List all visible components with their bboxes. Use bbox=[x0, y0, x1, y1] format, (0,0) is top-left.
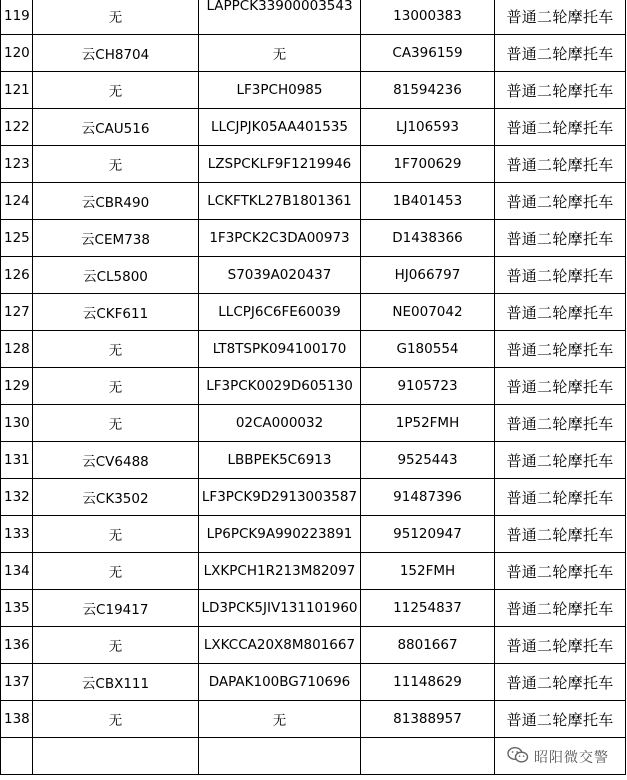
plate-number-cell: 云CBR490 bbox=[33, 183, 199, 220]
plate-number-cell: 云CH8704 bbox=[33, 35, 199, 72]
row-number-cell: 125 bbox=[1, 220, 33, 257]
plate-number-cell: 无 bbox=[33, 405, 199, 442]
table-row bbox=[1, 331, 626, 368]
row-number-cell: 137 bbox=[1, 664, 33, 701]
table-row bbox=[1, 368, 626, 405]
table-row bbox=[1, 627, 626, 664]
plate-number-cell: 无 bbox=[33, 0, 199, 35]
vin-number-cell: LT8TSPK094100170 bbox=[199, 331, 361, 368]
row-number-cell bbox=[1, 738, 33, 775]
vin-number-cell: LLCPJ6C6FE60039 bbox=[199, 294, 361, 331]
plate-number-cell: 无 bbox=[33, 368, 199, 405]
row-number-cell: 133 bbox=[1, 516, 33, 553]
plate-number-cell: 无 bbox=[33, 701, 199, 738]
row-number-cell: 122 bbox=[1, 109, 33, 146]
vin-number-cell: 02CA000032 bbox=[199, 405, 361, 442]
row-number-cell: 138 bbox=[1, 701, 33, 738]
engine-number-cell: 9105723 bbox=[361, 368, 495, 405]
vehicle-type-cell: 普通二轮摩托车 bbox=[495, 701, 626, 738]
vehicle-type-cell: 普通二轮摩托车 bbox=[495, 72, 626, 109]
row-number-cell: 132 bbox=[1, 479, 33, 516]
row-number-cell: 128 bbox=[1, 331, 33, 368]
table-row bbox=[1, 405, 626, 442]
row-number-cell: 127 bbox=[1, 294, 33, 331]
vin-number-cell: LXKCCA20X8M801667 bbox=[199, 627, 361, 664]
table-row bbox=[1, 257, 626, 294]
table-row bbox=[1, 479, 626, 516]
engine-number-cell bbox=[361, 738, 495, 775]
vehicle-type-cell: 普通二轮摩托车 bbox=[495, 368, 626, 405]
vin-number-cell: LXKPCH1R213M82097 bbox=[199, 553, 361, 590]
plate-number-cell: 云C19417 bbox=[33, 590, 199, 627]
plate-number-cell: 无 bbox=[33, 516, 199, 553]
vehicle-type-cell: 普通二轮摩托车 bbox=[495, 331, 626, 368]
vehicle-table-body bbox=[1, 0, 626, 775]
vehicle-type-cell: 普通二轮摩托车 bbox=[495, 294, 626, 331]
engine-number-cell: 1F700629 bbox=[361, 146, 495, 183]
vin-number-cell: LZSPCKLF9F1219946 bbox=[199, 146, 361, 183]
table-row bbox=[1, 553, 626, 590]
wechat-icon bbox=[507, 746, 529, 768]
engine-number-cell: 11254837 bbox=[361, 590, 495, 627]
vin-number-cell: 1F3PCK2C3DA00973 bbox=[199, 220, 361, 257]
row-number-cell: 130 bbox=[1, 405, 33, 442]
table-row bbox=[1, 294, 626, 331]
vehicle-type-cell: 普通二轮摩托车 bbox=[495, 109, 626, 146]
vin-number-cell: LP6PCK9A990223891 bbox=[199, 516, 361, 553]
table-row bbox=[1, 35, 626, 72]
engine-number-cell: 8801667 bbox=[361, 627, 495, 664]
plate-number-cell bbox=[33, 738, 199, 775]
vehicle-type-cell: 普通二轮摩托车 bbox=[495, 442, 626, 479]
table-row bbox=[1, 72, 626, 109]
vin-number-cell bbox=[199, 738, 361, 775]
plate-number-cell: 无 bbox=[33, 627, 199, 664]
vehicle-type-cell: 普通二轮摩托车 bbox=[495, 35, 626, 72]
vin-number-cell: LBBPEK5C6913 bbox=[199, 442, 361, 479]
engine-number-cell: 81594236 bbox=[361, 72, 495, 109]
table-row bbox=[1, 664, 626, 701]
plate-number-cell: 无 bbox=[33, 72, 199, 109]
engine-number-cell: NE007042 bbox=[361, 294, 495, 331]
row-number-cell: 136 bbox=[1, 627, 33, 664]
table-row bbox=[1, 590, 626, 627]
table-row bbox=[1, 183, 626, 220]
vin-number-cell: 无 bbox=[199, 35, 361, 72]
row-number-cell: 129 bbox=[1, 368, 33, 405]
plate-number-cell: 云CKF611 bbox=[33, 294, 199, 331]
vehicle-type-cell: 普通二轮摩托车 bbox=[495, 479, 626, 516]
engine-number-cell: D1438366 bbox=[361, 220, 495, 257]
plate-number-cell: 云CAU516 bbox=[33, 109, 199, 146]
table-row bbox=[1, 146, 626, 183]
vehicle-type-cell: 普通二轮摩托车 bbox=[495, 590, 626, 627]
engine-number-cell: 91487396 bbox=[361, 479, 495, 516]
plate-number-cell: 无 bbox=[33, 553, 199, 590]
vin-number-cell: LF3PCK0029D605130 bbox=[199, 368, 361, 405]
plate-number-cell: 云CV6488 bbox=[33, 442, 199, 479]
row-number-cell: 119 bbox=[1, 0, 33, 35]
engine-number-cell: G180554 bbox=[361, 331, 495, 368]
watermark-text: 昭阳微交警 bbox=[534, 750, 609, 766]
table-row bbox=[1, 701, 626, 738]
watermark bbox=[503, 744, 613, 770]
vehicle-type-cell: 普通二轮摩托车 bbox=[495, 405, 626, 442]
vehicle-type-cell: 普通二轮摩托车 bbox=[495, 183, 626, 220]
vehicle-type-cell: 普通二轮摩托车 bbox=[495, 146, 626, 183]
vehicle-type-cell: 普通二轮摩托车 bbox=[495, 257, 626, 294]
table-row bbox=[1, 220, 626, 257]
engine-number-cell: 81388957 bbox=[361, 701, 495, 738]
row-number-cell: 121 bbox=[1, 72, 33, 109]
table-row bbox=[1, 0, 626, 35]
row-number-cell: 124 bbox=[1, 183, 33, 220]
engine-number-cell: 9525443 bbox=[361, 442, 495, 479]
row-number-cell: 134 bbox=[1, 553, 33, 590]
row-number-cell: 135 bbox=[1, 590, 33, 627]
vin-number-cell: 无 bbox=[199, 701, 361, 738]
vin-number-cell: LLCJPJK05AA401535 bbox=[199, 109, 361, 146]
plate-number-cell: 云CEM738 bbox=[33, 220, 199, 257]
engine-number-cell: 1P52FMH bbox=[361, 405, 495, 442]
row-number-cell: 120 bbox=[1, 35, 33, 72]
table-row bbox=[1, 442, 626, 479]
plate-number-cell: 云CL5800 bbox=[33, 257, 199, 294]
row-number-cell: 126 bbox=[1, 257, 33, 294]
vehicle-type-cell: 普通二轮摩托车 bbox=[495, 553, 626, 590]
table-row bbox=[1, 109, 626, 146]
row-number-cell: 131 bbox=[1, 442, 33, 479]
engine-number-cell: 95120947 bbox=[361, 516, 495, 553]
vin-number-cell: S7039A020437 bbox=[199, 257, 361, 294]
vehicle-type-cell: 普通二轮摩托车 bbox=[495, 220, 626, 257]
vehicle-type-cell: 普通二轮摩托车 bbox=[495, 516, 626, 553]
plate-number-cell: 云CK3502 bbox=[33, 479, 199, 516]
vehicle-type-cell: 普通二轮摩托车 bbox=[495, 664, 626, 701]
engine-number-cell: LJ106593 bbox=[361, 109, 495, 146]
vin-number-cell: LD3PCK5JIV131101960 bbox=[199, 590, 361, 627]
engine-number-cell: 11148629 bbox=[361, 664, 495, 701]
engine-number-cell: HJ066797 bbox=[361, 257, 495, 294]
table-row bbox=[1, 516, 626, 553]
plate-number-cell: 云CBX111 bbox=[33, 664, 199, 701]
engine-number-cell: 13000383 bbox=[361, 0, 495, 35]
engine-number-cell: CA396159 bbox=[361, 35, 495, 72]
vin-number-cell: LF3PCK9D2913003587 bbox=[199, 479, 361, 516]
plate-number-cell: 无 bbox=[33, 146, 199, 183]
vin-number-cell: LCKFTKL27B1801361 bbox=[199, 183, 361, 220]
vehicle-type-cell: 普通二轮摩托车 bbox=[495, 0, 626, 35]
vin-number-cell: LF3PCH0985 bbox=[199, 72, 361, 109]
vin-number-cell: DAPAK100BG710696 bbox=[199, 664, 361, 701]
vehicle-type-cell: 普通二轮摩托车 bbox=[495, 627, 626, 664]
row-number-cell: 123 bbox=[1, 146, 33, 183]
engine-number-cell: 152FMH bbox=[361, 553, 495, 590]
vin-number-cell: LAPPCK33900003543 bbox=[199, 0, 361, 35]
plate-number-cell: 无 bbox=[33, 331, 199, 368]
engine-number-cell: 1B401453 bbox=[361, 183, 495, 220]
